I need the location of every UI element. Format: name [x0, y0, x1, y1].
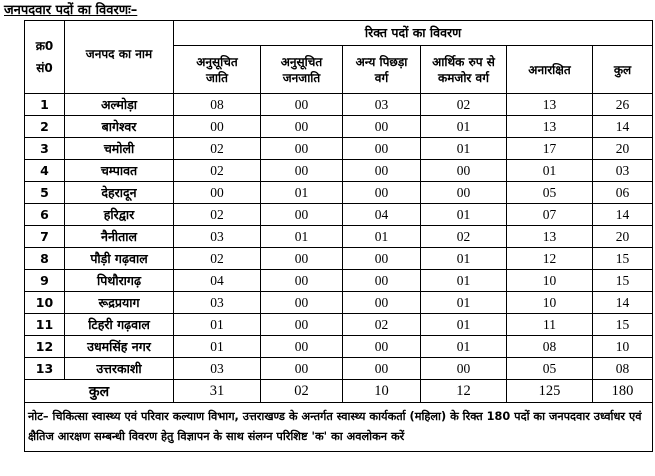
table-row [25, 270, 653, 292]
st-cell: 00 [261, 358, 343, 380]
header-total: कुल [593, 46, 653, 94]
sc-cell: 02 [174, 138, 261, 160]
total-cell: 20 [593, 226, 653, 248]
table-row [25, 292, 653, 314]
sc-cell: 02 [174, 248, 261, 270]
sc-cell: 01 [174, 314, 261, 336]
serial-cell: 3 [25, 138, 65, 160]
sc-cell: 00 [174, 116, 261, 138]
total-cell: 15 [593, 314, 653, 336]
st-cell: 00 [261, 248, 343, 270]
district-cell: बागेश्वर [65, 116, 174, 138]
ews-cell: 01 [421, 292, 507, 314]
serial-cell: 10 [25, 292, 65, 314]
vacancy-table [24, 20, 653, 452]
unreserved-cell: 07 [507, 204, 593, 226]
total-cell: 14 [593, 116, 653, 138]
ews-cell: 00 [421, 182, 507, 204]
district-cell: देहरादून [65, 182, 174, 204]
header-st: अनुसूचित जनजाति [261, 46, 343, 94]
st-cell: 01 [261, 182, 343, 204]
unreserved-cell: 08 [507, 336, 593, 358]
district-cell: उधमसिंह नगर [65, 336, 174, 358]
obc-cell: 00 [343, 160, 421, 182]
unreserved-cell: 10 [507, 270, 593, 292]
unreserved-cell: 05 [507, 358, 593, 380]
total-ews: 12 [421, 380, 507, 403]
serial-cell: 12 [25, 336, 65, 358]
ews-cell: 02 [421, 226, 507, 248]
sc-cell: 01 [174, 336, 261, 358]
total-cell: 10 [593, 336, 653, 358]
serial-cell: 4 [25, 160, 65, 182]
serial-cell: 7 [25, 226, 65, 248]
district-cell: टिहरी गढ़वाल [65, 314, 174, 336]
sc-cell: 02 [174, 160, 261, 182]
ews-cell: 01 [421, 270, 507, 292]
serial-cell: 9 [25, 270, 65, 292]
obc-cell: 02 [343, 314, 421, 336]
table-row [25, 204, 653, 226]
total-cell: 20 [593, 138, 653, 160]
table-row [25, 226, 653, 248]
obc-cell: 00 [343, 182, 421, 204]
page-title: जनपदवार पदों का विवरणः– [4, 3, 138, 18]
district-cell: पौड़ी गढ़वाल [65, 248, 174, 270]
unreserved-cell: 01 [507, 160, 593, 182]
unreserved-cell: 17 [507, 138, 593, 160]
obc-cell: 00 [343, 292, 421, 314]
st-cell: 00 [261, 336, 343, 358]
header-serial: क्र0 सं0 [25, 21, 65, 94]
header-obc: अन्य पिछड़ा वर्ग [343, 46, 421, 94]
total-cell: 03 [593, 160, 653, 182]
obc-cell: 00 [343, 336, 421, 358]
st-cell: 00 [261, 138, 343, 160]
table-row [25, 116, 653, 138]
total-cell: 26 [593, 94, 653, 116]
header-ews: आर्थिक रुप से कमजोर वर्ग [421, 46, 507, 94]
total-unreserved: 125 [507, 380, 593, 403]
district-cell: नैनीताल [65, 226, 174, 248]
total-st: 02 [261, 380, 343, 403]
obc-cell: 00 [343, 248, 421, 270]
total-cell: 15 [593, 270, 653, 292]
district-cell: अल्मोड़ा [65, 94, 174, 116]
unreserved-cell: 05 [507, 182, 593, 204]
st-cell: 00 [261, 270, 343, 292]
header-district: जनपद का नाम [65, 21, 174, 94]
st-cell: 00 [261, 116, 343, 138]
total-all: 180 [593, 380, 653, 403]
serial-cell: 13 [25, 358, 65, 380]
header-sc: अनुसूचित जाति [174, 46, 261, 94]
serial-cell: 6 [25, 204, 65, 226]
district-cell: पिथौरागढ़ [65, 270, 174, 292]
obc-cell: 01 [343, 226, 421, 248]
sc-cell: 03 [174, 226, 261, 248]
obc-cell: 04 [343, 204, 421, 226]
total-cell: 08 [593, 358, 653, 380]
ews-cell: 00 [421, 160, 507, 182]
note-text: नोट– चिकित्सा स्वास्थ्य एवं परिवार कल्याण विभाग, उत्तराखण्ड के अन्तर्गत स्वास्थ्य कार्यकर्ता (महिला) के रिक्त 180 पदों का जनपदवार उर्ध्वाधर एवं क्षैतिज आरक्षण सम्बन्धी विवरण हेतु विज्ञापन के साथ संलग्न परिशिष्ट 'क' का अवलोकन करें [25, 403, 653, 452]
obc-cell: 03 [343, 94, 421, 116]
serial-cell: 8 [25, 248, 65, 270]
serial-cell: 1 [25, 94, 65, 116]
obc-cell: 00 [343, 270, 421, 292]
obc-cell: 00 [343, 358, 421, 380]
ews-cell: 01 [421, 204, 507, 226]
district-cell: चम्पावत [65, 160, 174, 182]
total-sc: 31 [174, 380, 261, 403]
total-cell: 15 [593, 248, 653, 270]
unreserved-cell: 11 [507, 314, 593, 336]
table-row [25, 182, 653, 204]
totals-label: कुल [25, 380, 174, 403]
table-row [25, 336, 653, 358]
ews-cell: 02 [421, 94, 507, 116]
sc-cell: 03 [174, 358, 261, 380]
district-cell: हरिद्वार [65, 204, 174, 226]
total-cell: 06 [593, 182, 653, 204]
st-cell: 00 [261, 292, 343, 314]
table-body [25, 94, 653, 380]
note-row [25, 403, 653, 452]
unreserved-cell: 12 [507, 248, 593, 270]
sc-cell: 02 [174, 204, 261, 226]
ews-cell: 00 [421, 358, 507, 380]
unreserved-cell: 13 [507, 226, 593, 248]
unreserved-cell: 10 [507, 292, 593, 314]
ews-cell: 01 [421, 336, 507, 358]
district-cell: चमोली [65, 138, 174, 160]
obc-cell: 00 [343, 116, 421, 138]
total-cell: 14 [593, 204, 653, 226]
table-row [25, 138, 653, 160]
table-row [25, 358, 653, 380]
totals-row [25, 380, 653, 403]
table-row [25, 160, 653, 182]
ews-cell: 01 [421, 116, 507, 138]
sc-cell: 03 [174, 292, 261, 314]
ews-cell: 01 [421, 314, 507, 336]
table-row [25, 94, 653, 116]
unreserved-cell: 13 [507, 94, 593, 116]
ews-cell: 01 [421, 248, 507, 270]
st-cell: 00 [261, 314, 343, 336]
header-vacancy-group: रिक्त पदों का विवरण [174, 21, 653, 46]
district-cell: उत्तरकाशी [65, 358, 174, 380]
st-cell: 00 [261, 160, 343, 182]
sc-cell: 08 [174, 94, 261, 116]
serial-cell: 2 [25, 116, 65, 138]
total-cell: 14 [593, 292, 653, 314]
ews-cell: 01 [421, 138, 507, 160]
sc-cell: 00 [174, 182, 261, 204]
table-row [25, 248, 653, 270]
serial-cell: 11 [25, 314, 65, 336]
obc-cell: 00 [343, 138, 421, 160]
table-row [25, 314, 653, 336]
st-cell: 00 [261, 94, 343, 116]
district-cell: रूद्रप्रयाग [65, 292, 174, 314]
unreserved-cell: 13 [507, 116, 593, 138]
st-cell: 00 [261, 204, 343, 226]
header-unreserved: अनारक्षित [507, 46, 593, 94]
st-cell: 01 [261, 226, 343, 248]
serial-cell: 5 [25, 182, 65, 204]
sc-cell: 04 [174, 270, 261, 292]
total-obc: 10 [343, 380, 421, 403]
